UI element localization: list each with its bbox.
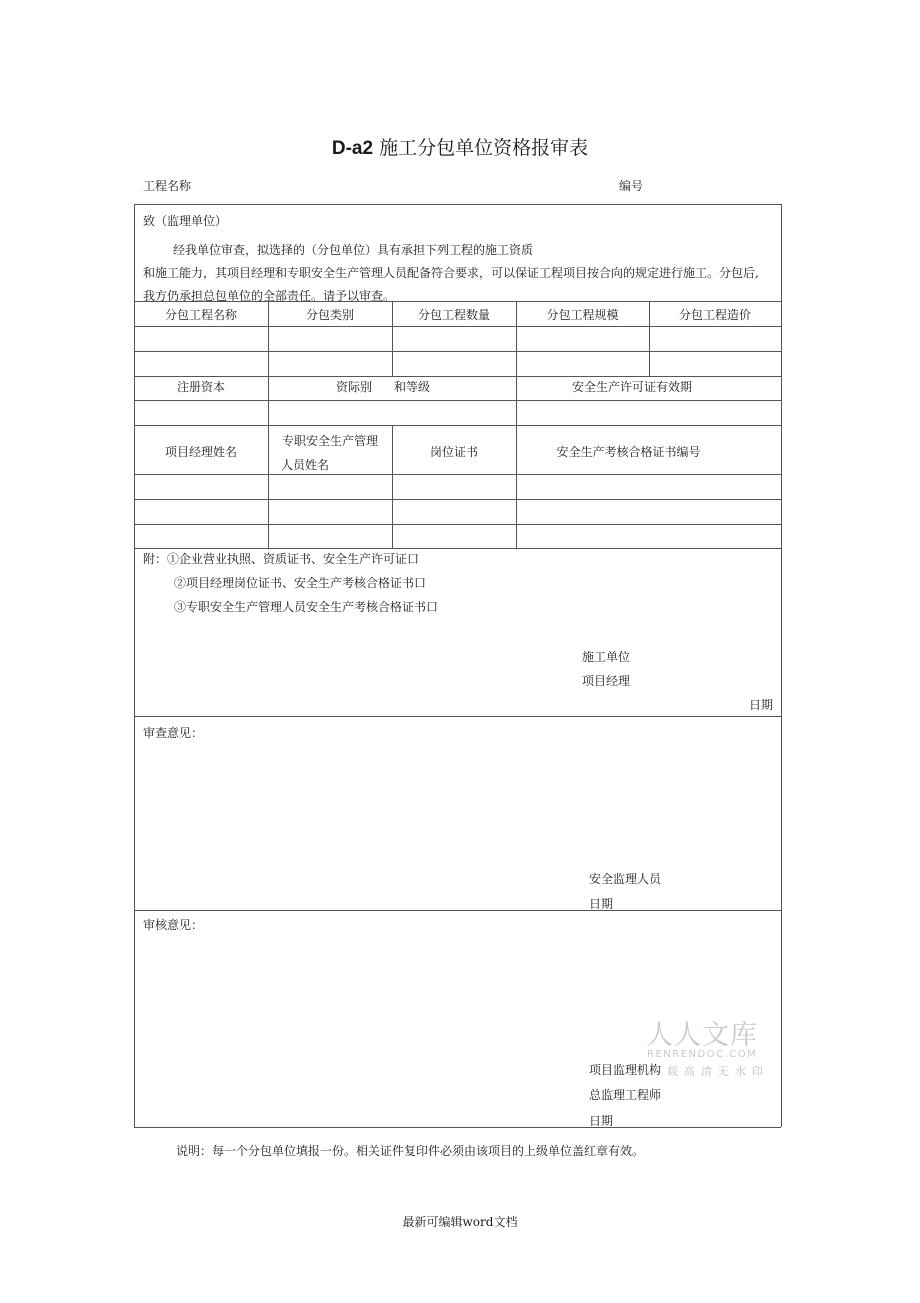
row-divider <box>134 499 781 500</box>
header-qualification-b: 和等级 <box>394 380 431 394</box>
review-opinion-label: 审查意见： <box>143 726 204 740</box>
attachments-label: 附： <box>143 552 168 566</box>
header-subcontract-cost: 分包工程造价 <box>678 308 751 322</box>
row-divider <box>134 351 781 352</box>
intro-line-3: 我方仍承担总包单位的全部责任。请予以审查。 <box>143 289 396 303</box>
project-manager-label: 项目经理 <box>582 674 631 688</box>
attachment-item-1: ①企业营业执照、资质证书、安全生产许可证口 <box>167 552 420 566</box>
header-safety-staff-line2: 人员姓名 <box>281 458 330 472</box>
header-post-cert: 岗位证书 <box>429 445 478 459</box>
project-name-label: 工程名称 <box>143 179 192 193</box>
table-border-bottom <box>134 1127 781 1128</box>
section-divider <box>134 716 781 717</box>
row-divider <box>134 524 781 525</box>
number-label: 编号 <box>619 179 644 193</box>
row-divider <box>134 548 781 549</box>
header-subcontract-name: 分包工程名称 <box>164 308 237 322</box>
page-title <box>0 133 920 160</box>
row-divider <box>134 376 781 377</box>
table-border-top <box>134 204 781 205</box>
watermark-domain: RENRENDOC.COM <box>647 1049 758 1060</box>
section-divider <box>134 910 781 911</box>
header-subcontract-quantity: 分包工程数量 <box>417 308 490 322</box>
header-license-validity: 安全生产许可证有效期 <box>571 380 692 394</box>
col-divider <box>516 301 517 548</box>
watermark-logo: 人人文库 <box>646 1020 758 1051</box>
intro-line-1: 经我单位审查，拟选择的（分包单位）具有承担下列工程的施工资质 <box>173 243 534 257</box>
row-divider <box>134 474 781 475</box>
watermark-tagline: 载高清无水印 <box>667 1065 769 1078</box>
header-pm-name: 项目经理姓名 <box>164 445 237 459</box>
form-title: 施工分包单位资格报审表 <box>379 137 589 159</box>
table-border-left <box>134 204 135 1127</box>
row-divider <box>134 326 781 327</box>
header-subcontract-scale: 分包工程规模 <box>546 308 619 322</box>
col-divider <box>268 301 269 548</box>
header-qualification-a: 资际别 <box>336 380 373 394</box>
safety-supervisor-label: 安全监理人员 <box>589 872 662 886</box>
construction-unit-label: 施工单位 <box>582 650 631 664</box>
audit-opinion-label: 审核意见： <box>143 918 204 932</box>
supervision-org-label: 项目监理机构 <box>589 1063 662 1077</box>
header-registered-capital: 注册资本 <box>176 380 225 394</box>
review-date-label: 日期 <box>589 897 614 911</box>
instruction-note: 说明：每一个分包单位填报一份。相关证件复印件必须由该项目的上级单位盖红章有效。 <box>176 1144 645 1158</box>
header-exam-cert-no: 安全生产考核合格证书编号 <box>556 445 701 459</box>
form-code: D-a2 <box>331 138 374 159</box>
attachment-item-2: ②项目经理岗位证书、安全生产考核合格证书口 <box>174 576 427 590</box>
row-divider <box>134 425 781 426</box>
attachments-date-label: 日期 <box>749 698 774 712</box>
row-divider <box>134 400 781 401</box>
addressee: 致（监理单位） <box>143 214 228 228</box>
table-border-right <box>781 204 782 1127</box>
attachment-item-3: ③专职安全生产管理人员安全生产考核合格证书口 <box>174 600 439 614</box>
intro-line-2: 和施工能力，其项目经理和专职安全生产管理人员配备符合要求，可以保证工程项目按合向的规定进行施工。分包后, <box>143 266 759 280</box>
header-safety-staff-line1: 专职安全生产管理 <box>281 434 378 448</box>
header-subcontract-category: 分包类别 <box>305 308 354 322</box>
page-footer: 最新可编辑word文档 <box>402 1215 518 1229</box>
chief-engineer-label: 总监理工程师 <box>589 1088 662 1102</box>
audit-date-label: 日期 <box>589 1114 614 1128</box>
